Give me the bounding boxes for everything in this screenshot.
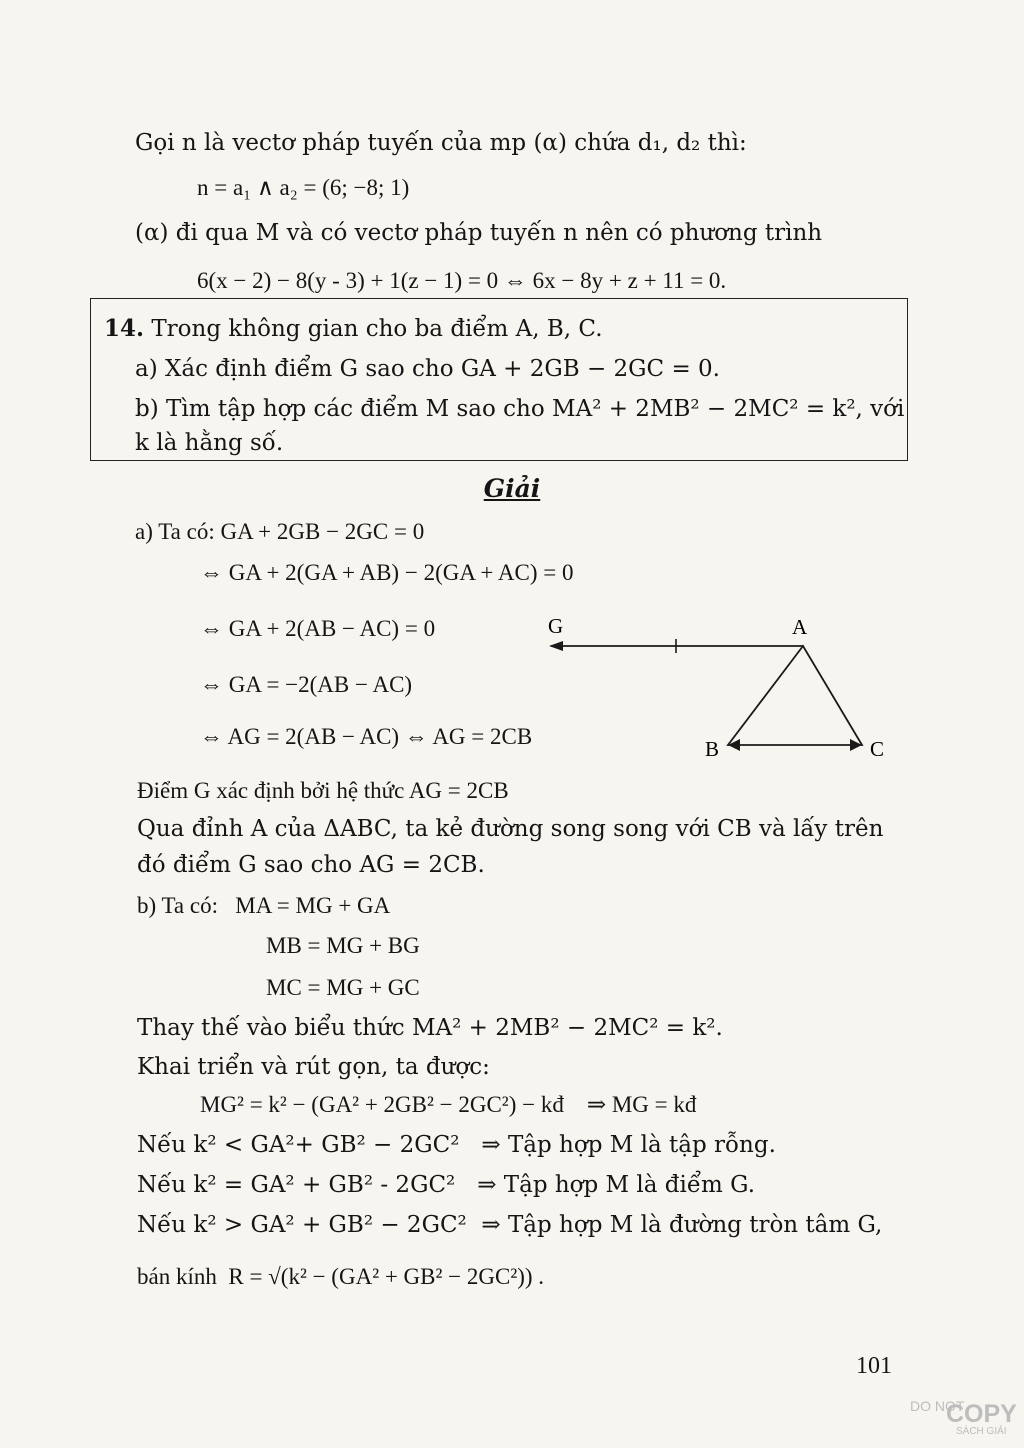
problem-part-a: a) Xác định điểm G sao cho GA + 2GB − 2GC = 0. (135, 356, 720, 382)
label-g: G (548, 614, 564, 638)
intro-line-4: 6(x − 2) − 8(y - 3) + 1(z − 1) = 0 ⇔ 6x − 8y + z + 11 = 0. (197, 268, 727, 293)
label-b: B (705, 737, 720, 761)
case-2: Nếu k² = GA² + GB² - 2GC² ⇒ Tập hợp M là điểm G. (137, 1172, 756, 1198)
intro-line-1: Gọi n là vectơ pháp tuyến của mp (α) chứa d₁, d₂ thì: (135, 130, 747, 156)
solution-a-line-2: ⇔ GA + 2(GA + AB) − 2(GA + AC) = 0 (200, 560, 574, 585)
case-1: Nếu k² < GA²+ GB² − 2GC² ⇒ Tập hợp M là tập rỗng. (137, 1132, 776, 1158)
solution-b-line-3: MC = MG + GC (266, 975, 420, 1000)
result-line: MG² = k² − (GA² + 2GB² − 2GC²) − kđ ⇒ MG = kđ (200, 1092, 697, 1117)
case-3: Nếu k² > GA² + GB² − 2GC² ⇒ Tập hợp M là đường tròn tâm G, (137, 1212, 883, 1238)
solution-b-line-2: MB = MG + BG (266, 933, 420, 958)
g-definition: Điểm G xác định bởi hệ thức AG = 2CB (137, 778, 509, 803)
intro-line-3: (α) đi qua M và có vectơ pháp tuyến n nên có phương trình (135, 220, 823, 246)
watermark-brand: SÁCH GIẢI (956, 1426, 1007, 1437)
solution-b-line-1: b) Ta có: MA = MG + GA (137, 893, 391, 918)
triangle-abc (728, 646, 862, 745)
solution-title: Giải (483, 474, 541, 503)
expand-line: Khai triển và rút gọn, ta được: (137, 1054, 490, 1080)
intro-line-2: n = a₁ ∧ a₂ = (6; −8; 1) (197, 175, 410, 200)
construction-line-1: Qua đỉnh A của ΔABC, ta kẻ đường song song với CB và lấy trên (137, 816, 884, 842)
arrowhead-g-icon (549, 641, 563, 651)
substitute-line: Thay thế vào biểu thức MA² + 2MB² − 2MC² = k². (137, 1015, 723, 1041)
label-c: C (870, 737, 885, 761)
construction-line-2: đó điểm G sao cho AG = 2CB. (137, 852, 485, 878)
solution-a-line-1: a) Ta có: GA + 2GB − 2GC = 0 (135, 519, 425, 544)
watermark-logo (906, 1398, 1016, 1442)
problem-number: 14. (104, 315, 145, 342)
problem-part-b-line-1: b) Tìm tập hợp các điểm M sao cho MA² + 2MB² − 2MC² = k², với (135, 396, 905, 422)
problem-part-b-line-2: k là hằng số. (135, 430, 284, 456)
solution-a-line-3: ⇔ GA + 2(AB − AC) = 0 (200, 616, 436, 641)
watermark-copy: COPY (946, 1400, 1017, 1428)
solution-a-line-4: ⇔ GA = −2(AB − AC) (200, 672, 413, 697)
solution-a-line-5: ⇔ AG = 2(AB − AC) ⇔ AG = 2CB (200, 724, 533, 749)
watermark-do-not: DO NOT (910, 1398, 965, 1414)
problem-statement-text: Trong không gian cho ba điểm A, B, C. (144, 316, 603, 342)
arrowhead-b-icon (728, 739, 740, 751)
page-number: 101 (856, 1353, 892, 1379)
label-a: A (792, 615, 808, 639)
radius-line: bán kính R = √(k² − (GA² + GB² − 2GC²)) . (137, 1264, 545, 1289)
